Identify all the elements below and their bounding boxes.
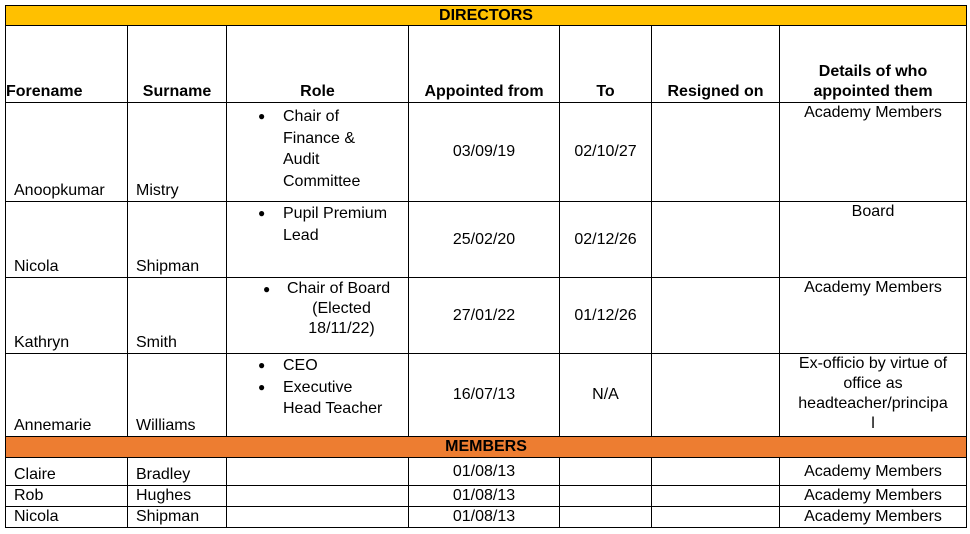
forename-cell: Nicola [6, 507, 128, 528]
appointed-from-cell: 16/07/13 [409, 354, 560, 437]
to-cell [560, 486, 652, 507]
header-to: To [560, 26, 652, 103]
table-row [6, 507, 967, 528]
surname-cell: Smith [128, 278, 227, 354]
header-details [780, 26, 967, 103]
surname-cell: Mistry [128, 103, 227, 202]
header-details-line1: Details of who [818, 63, 928, 80]
header-resigned-on: Resigned on [652, 26, 780, 103]
details-cell: Academy Members [780, 486, 967, 507]
appointed-from-cell: 01/08/13 [409, 507, 560, 528]
role-note: (Elected [312, 300, 371, 317]
to-cell: 01/12/26 [560, 278, 652, 354]
to-cell: N/A [560, 354, 652, 437]
role-note-date: 18/11/22) [308, 320, 375, 337]
details-cell: Board [780, 202, 967, 278]
to-cell [560, 458, 652, 486]
appointed-from-cell: 03/09/19 [409, 103, 560, 202]
resigned-on-cell [652, 458, 780, 486]
resigned-on-cell [652, 278, 780, 354]
appointed-from-cell: 01/08/13 [409, 458, 560, 486]
role-cell [227, 278, 409, 354]
role-bullet-item: ● Executive Head Teacher [283, 377, 408, 420]
details-cell: Ex-officio by virtue of office as headteacher/principa l [780, 354, 967, 437]
to-cell: 02/10/27 [560, 103, 652, 202]
table-row [6, 278, 967, 354]
role-cell [227, 354, 409, 437]
resigned-on-cell [652, 202, 780, 278]
role-cell [227, 103, 409, 202]
directors-section-title: DIRECTORS [6, 6, 967, 26]
surname-cell: Williams [128, 354, 227, 437]
header-role: Role [227, 26, 409, 103]
forename-cell: Anoopkumar [6, 103, 128, 202]
appointed-from-cell: 27/01/22 [409, 278, 560, 354]
header-details-line2: appointed them [813, 83, 933, 100]
table-row [6, 354, 967, 437]
resigned-on-cell [652, 103, 780, 202]
members-section-title: MEMBERS [6, 437, 967, 458]
role-bullet-item: ● Pupil Premium Lead [283, 203, 408, 246]
surname-cell: Hughes [128, 486, 227, 507]
role-bullet-item: ● Chair of Board [287, 279, 408, 299]
role-bullet-item: ● CEO [283, 355, 408, 377]
header-appointed-from: Appointed from [409, 26, 560, 103]
forename-cell: Claire [6, 458, 128, 486]
surname-cell: Shipman [128, 507, 227, 528]
forename-cell: Rob [6, 486, 128, 507]
to-cell: 02/12/26 [560, 202, 652, 278]
details-cell: Academy Members [780, 458, 967, 486]
details-cell: Academy Members [780, 507, 967, 528]
table-row [6, 202, 967, 278]
table-row [6, 103, 967, 202]
resigned-on-cell [652, 507, 780, 528]
role-cell [227, 486, 409, 507]
directors-section-row [6, 6, 967, 26]
forename-cell: Kathryn [6, 278, 128, 354]
forename-cell: Annemarie [6, 354, 128, 437]
forename-cell: Nicola [6, 202, 128, 278]
details-cell: Academy Members [780, 103, 967, 202]
header-row [6, 26, 967, 103]
appointed-from-cell: 01/08/13 [409, 486, 560, 507]
resigned-on-cell [652, 486, 780, 507]
appointed-from-cell: 25/02/20 [409, 202, 560, 278]
role-cell [227, 202, 409, 278]
table-row [6, 458, 967, 486]
resigned-on-cell [652, 354, 780, 437]
details-cell: Academy Members [780, 278, 967, 354]
role-cell [227, 507, 409, 528]
to-cell [560, 507, 652, 528]
directors-members-table [5, 5, 967, 528]
surname-cell: Shipman [128, 202, 227, 278]
role-bullet-item: ● Chair of Finance & Audit Committee [283, 106, 408, 192]
surname-cell: Bradley [128, 458, 227, 486]
header-surname: Surname [128, 26, 227, 103]
members-section-row [6, 437, 967, 458]
role-cell [227, 458, 409, 486]
header-forename: Forename [6, 26, 128, 103]
table-row [6, 486, 967, 507]
